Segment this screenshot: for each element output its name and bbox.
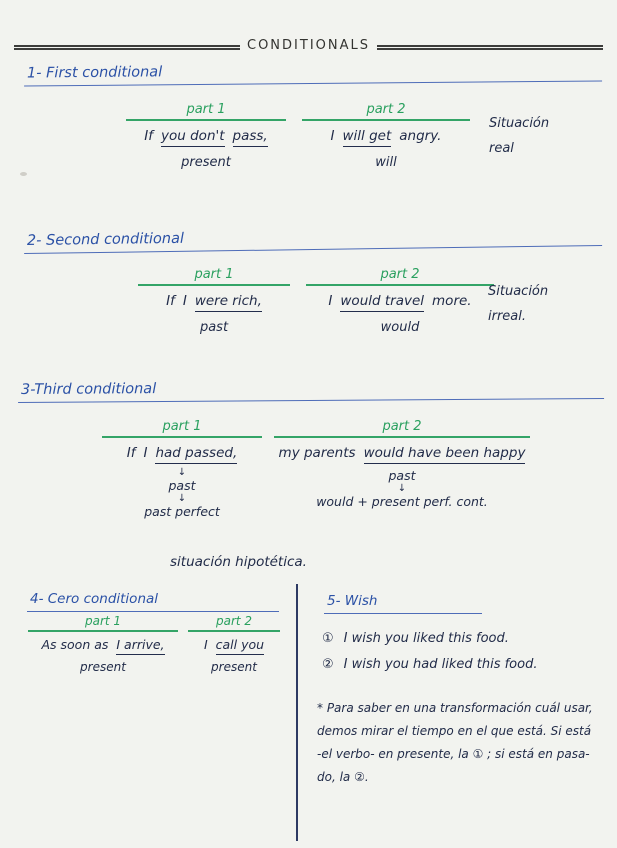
- section-heading-wish: 5- Wish: [324, 593, 482, 614]
- third-conditional-part2: [274, 419, 530, 519]
- word: I: [330, 128, 335, 144]
- title-rule-right: [377, 45, 603, 50]
- column-divider-line: [296, 584, 298, 841]
- part1-grammar-label: present: [181, 155, 231, 170]
- wish-note-line: do, la ②.: [317, 770, 369, 784]
- section-heading-third-conditional: 3-Third conditional: [18, 378, 604, 403]
- part2-grammar-label: would: [380, 320, 420, 335]
- wish-note-line: * Para saber en una transformación cuál usar,: [317, 701, 593, 715]
- first-conditional-part2: [302, 102, 470, 170]
- part2-grammar-label: will: [375, 155, 397, 170]
- underlined-word: I arrive,: [116, 637, 164, 655]
- word: more.: [432, 293, 472, 309]
- word: I: [203, 637, 208, 652]
- part1-label: part 1: [28, 614, 178, 632]
- down-arrow-icon: ↓: [397, 482, 407, 494]
- wish-note: [317, 697, 593, 789]
- section-heading-first-conditional: 1- First conditional: [24, 60, 602, 86]
- scan-smudge: [20, 172, 27, 176]
- side-note-line: irreal.: [488, 308, 527, 324]
- wish-example-2: [322, 657, 537, 672]
- page-title: CONDITIONALS: [247, 38, 370, 53]
- second-conditional-part2: [306, 267, 494, 335]
- wish-note-line: demos mirar el tiempo en el que está. Si está: [317, 724, 592, 738]
- title-rule-left: [14, 45, 240, 50]
- third-conditional-table: [102, 419, 530, 519]
- cero-conditional-part1-sentence: [28, 637, 178, 655]
- part2-label: part 2: [306, 267, 494, 286]
- wish-examples: [322, 631, 537, 683]
- part1-label: part 1: [138, 267, 290, 286]
- word: I: [328, 293, 333, 309]
- underlined-word: would have been happy: [364, 445, 526, 464]
- circled-number-icon: ②: [322, 657, 334, 672]
- second-conditional-part2-sentence: [306, 293, 494, 312]
- underlined-word: were rich,: [195, 293, 262, 312]
- cero-conditional-part2: [188, 614, 280, 674]
- second-conditional-table: [138, 267, 494, 335]
- part1-grammar-label: present: [80, 660, 126, 674]
- first-conditional-table: [126, 102, 470, 170]
- underlined-word: will get: [343, 128, 392, 147]
- side-note-line: Situación: [489, 116, 550, 131]
- grammar-label: past: [168, 478, 196, 493]
- first-conditional-part1-sentence: [126, 128, 286, 147]
- wish-note-line: -el verbo- en presente, la ① ; si está en pasa-: [317, 747, 590, 761]
- section-heading-cero-conditional: 4- Cero conditional: [27, 591, 279, 612]
- cero-conditional-part1: [28, 614, 178, 674]
- part2-label: part 2: [188, 614, 280, 632]
- part2-label: part 2: [302, 102, 470, 121]
- wish-example-1: [322, 631, 537, 646]
- third-conditional-part1-sentence: [102, 445, 262, 464]
- down-arrow-icon: ↓: [177, 492, 187, 504]
- second-conditional-part1-sentence: [138, 293, 290, 312]
- section-heading-second-conditional: 2- Second conditional: [24, 225, 602, 254]
- word: If: [144, 128, 154, 144]
- wish-example-text: I wish you liked this food.: [343, 631, 509, 646]
- part2-label: part 2: [274, 419, 530, 438]
- grammar-label: would + present perf. cont.: [316, 493, 488, 509]
- word: angry.: [399, 128, 442, 144]
- third-conditional-part1: [102, 419, 262, 519]
- wish-example-text: I wish you had liked this food.: [343, 657, 538, 672]
- part2-grammar-stack: [274, 468, 530, 509]
- grammar-label: past perfect: [144, 503, 220, 519]
- underlined-word: you don't: [161, 128, 225, 147]
- underlined-word: pass,: [233, 128, 268, 147]
- underlined-word: would travel: [340, 293, 424, 312]
- second-conditional-side-note: [488, 280, 548, 329]
- second-conditional-part1: [138, 267, 290, 335]
- first-conditional-side-note: [489, 112, 549, 161]
- first-conditional-part2-sentence: [302, 128, 470, 147]
- side-note-line: Situación: [488, 284, 549, 299]
- down-arrow-icon: ↓: [177, 467, 187, 478]
- side-note-line: real: [489, 140, 514, 156]
- word: If: [126, 445, 136, 461]
- part1-grammar-stack: [102, 468, 262, 519]
- part1-label: part 1: [126, 102, 286, 121]
- word: I: [143, 445, 148, 461]
- cero-conditional-table: [28, 614, 280, 674]
- underlined-word: call you: [216, 637, 264, 655]
- third-conditional-part2-sentence: [274, 445, 530, 464]
- word: If: [166, 293, 175, 309]
- word: As soon as: [41, 637, 109, 652]
- third-conditional-footnote: situación hipotética.: [170, 554, 307, 570]
- first-conditional-part1: [126, 102, 286, 170]
- circled-number-icon: ①: [322, 631, 334, 646]
- part1-label: part 1: [102, 419, 262, 438]
- page-title-row: [14, 38, 603, 53]
- part1-grammar-label: past: [199, 320, 229, 335]
- part2-grammar-label: present: [211, 660, 257, 674]
- underlined-word: had passed,: [155, 445, 237, 464]
- cero-conditional-part2-sentence: [188, 637, 280, 655]
- grammar-label: past: [388, 468, 416, 483]
- word: my parents: [278, 445, 356, 461]
- word: I: [182, 293, 187, 309]
